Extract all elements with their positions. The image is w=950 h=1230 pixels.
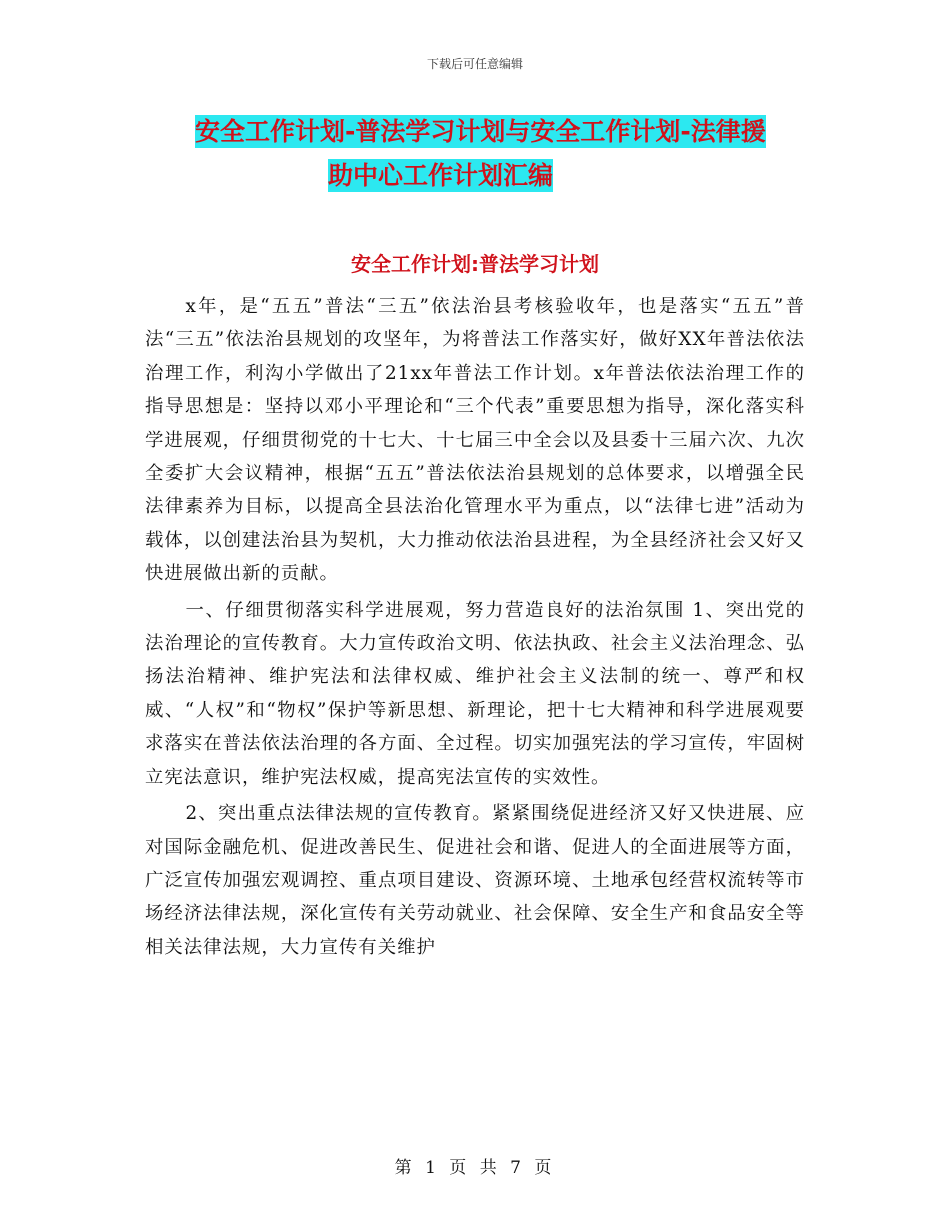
- paragraph-intro: x年，是“五五”普法“三五”依法治县考核验收年，也是落实“五五”普法“三五”依法治县规划的攻坚年，为将普法工作落实好，做好XX年普法依法治理工作，利沟小学做出了21xx年普法工作计划。x年普法依法治理工作的指导思想是：坚持以邓小平理论和“三个代表”重要思想为指导，深化落实科学进展观，仔细贯彻党的十七大、十七届三中全会以及县委十三届六次、九次全委扩大会议精神，根据“五五”普法依法治县规划的总体要求，以增强全民法律素养为目标，以提高全县法治化管理水平为重点，以“法律七进”活动为载体，以创建法治县为契机，大力推动依法治县进程，为全县经济社会又好又快进展做出新的贡献。: [145, 296, 805, 585]
- document-title-highlight-2: 助中心工作计划汇编: [328, 161, 554, 190]
- header-note: 下载后可任意编辑: [426, 57, 523, 71]
- body-text: [145, 290, 805, 964]
- document-title: [145, 110, 810, 198]
- paragraph-section-1: 一、仔细贯彻落实科学进展观，努力营造良好的法治氛围 1、突出党的法治理论的宣传教育。大力宣传政治文明、依法执政、社会主义法治理念、弘扬法治精神、维护宪法和法律权威、维护社会主义法制的统一、尊严和权威、“人权”和“物权”保护等新思想、新理论，把十七大精神和科学进展观要求落实在普法依法治理的各方面、全过程。切实加强宪法的学习宣传，牢固树立宪法意识，维护宪法权威，提高宪法宣传的实效性。: [145, 599, 805, 788]
- document-title-highlight-1: 安全工作计划-普法学习计划与安全工作计划-法律援: [195, 117, 766, 146]
- section-title: 安全工作计划:普法学习计划: [351, 252, 599, 276]
- document-title-line-1: [145, 110, 810, 154]
- paragraph-section-2: 2、突出重点法律法规的宣传教育。紧紧围绕促进经济又好又快进展、应对国际金融危机、促进改善民生、促进社会和谐、促进人的全面进展等方面，广泛宣传加强宏观调控、重点项目建设、资源环境、土地承包经营权流转等市场经济法律法规，深化宣传有关劳动就业、社会保障、安全生产和食品安全等相关法律法规，大力宣传有关维护: [145, 803, 805, 958]
- document-title-line-2: [145, 154, 810, 198]
- page-footer: 第 1 页 共 7 页: [394, 1158, 556, 1178]
